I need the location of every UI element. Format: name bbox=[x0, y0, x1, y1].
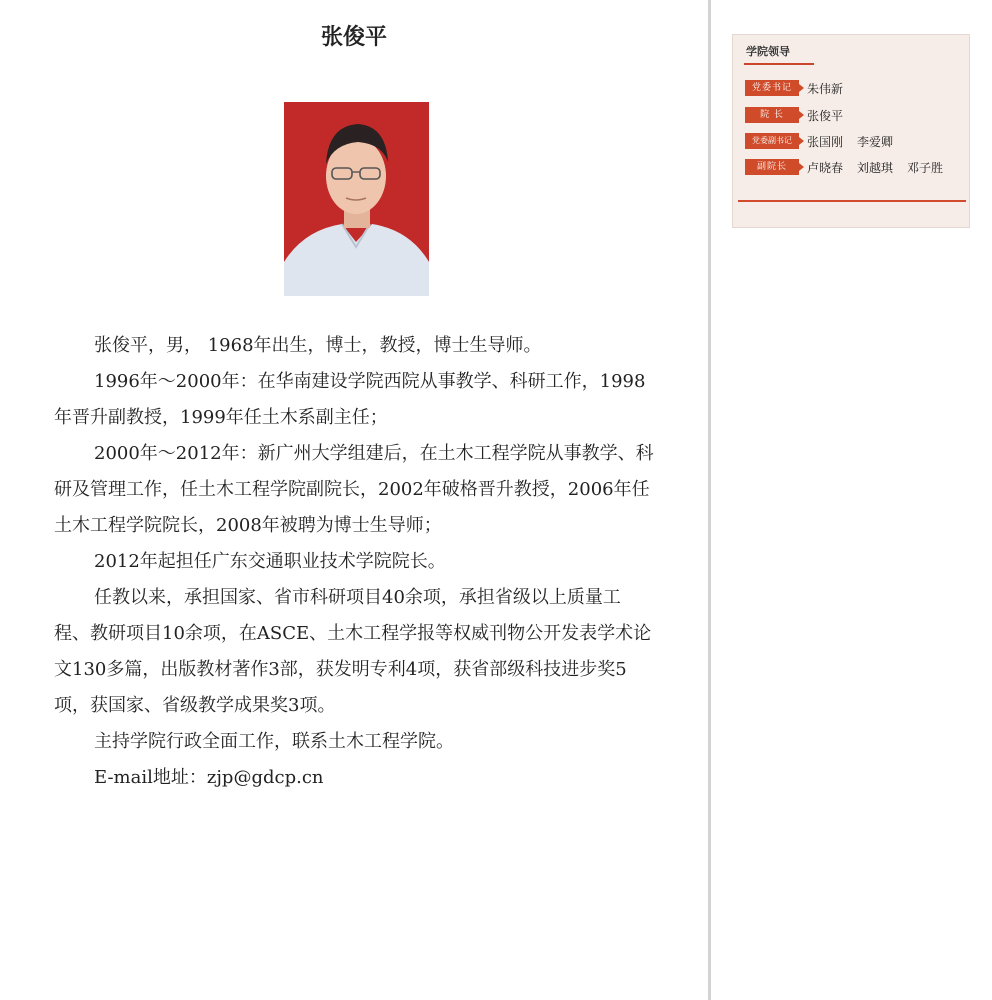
leader-name-link[interactable]: 朱伟新 bbox=[807, 81, 844, 96]
role-tag: 院 长 bbox=[745, 107, 799, 123]
bio-paragraph: 1996年～2000年：在华南建设学院西院从事教学、科研工作，1998年晋升副教授，1999年任土木系副主任； bbox=[54, 371, 646, 428]
leader-name-link[interactable]: 刘越琪 bbox=[857, 160, 894, 175]
leader-name-link[interactable]: 张俊平 bbox=[807, 108, 844, 123]
biography bbox=[54, 328, 656, 796]
role-tag: 副院长 bbox=[745, 159, 799, 175]
sidebar-bottom-rule bbox=[738, 200, 966, 202]
bio-paragraph: 主持学院行政全面工作，联系土木工程学院。 bbox=[94, 731, 454, 752]
portrait-illustration bbox=[284, 102, 429, 296]
role-tag: 党委书记 bbox=[745, 80, 799, 96]
leader-name-link[interactable]: 卢晓春 bbox=[807, 160, 844, 175]
bio-paragraph: 张俊平，男， 1968年出生，博士，教授，博士生导师。 bbox=[94, 335, 542, 356]
page-title: 张俊平 bbox=[320, 25, 387, 50]
leader-row-party-secretary bbox=[745, 79, 843, 97]
leader-names bbox=[807, 133, 893, 150]
leader-row-president bbox=[745, 106, 843, 124]
leadership-sidebar bbox=[732, 34, 970, 228]
sidebar-heading: 学院领导 bbox=[744, 43, 814, 65]
leader-row-vice-president bbox=[745, 158, 943, 176]
column-divider bbox=[708, 0, 711, 1000]
leader-names bbox=[807, 159, 943, 176]
leader-name-link[interactable]: 张国刚 bbox=[807, 134, 844, 149]
portrait-photo bbox=[284, 102, 429, 296]
bio-paragraph: 2012年起担任广东交通职业技术学院院长。 bbox=[94, 551, 446, 572]
leader-names bbox=[807, 80, 843, 97]
leader-row-deputy-party-secretary bbox=[745, 132, 893, 150]
role-tag: 党委副书记 bbox=[745, 133, 799, 149]
leader-name-link[interactable]: 邓子胜 bbox=[907, 160, 944, 175]
email-line: E-mail地址：zjp@gdcp.cn bbox=[94, 767, 324, 788]
leader-name-link[interactable]: 李爱卿 bbox=[857, 134, 894, 149]
leader-names bbox=[807, 107, 843, 124]
bio-paragraph: 任教以来，承担国家、省市科研项目40余项，承担省级以上质量工程、教研项目10余项，在ASCE、土木工程学报等权威刊物公开发表学术论文130多篇，出版教材著作3部，获发明专利4项，获省部级科技进步奖5项，获国家、省级教学成果奖3项。 bbox=[54, 587, 652, 716]
bio-paragraph: 2000年～2012年：新广州大学组建后，在土木工程学院从事教学、科研及管理工作，任土木工程学院副院长，2002年破格晋升教授，2006年任土木工程学院院长，2008年被聘为博士生导师； bbox=[54, 443, 654, 536]
